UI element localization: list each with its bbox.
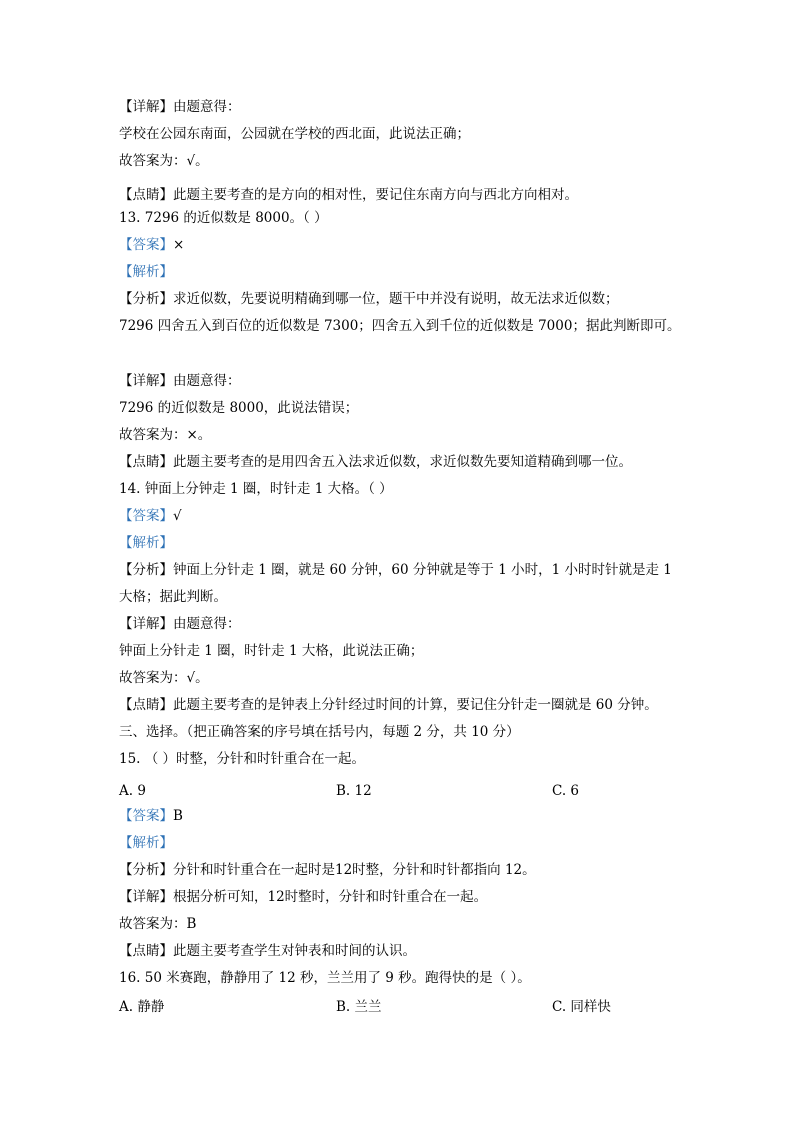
line-text: 钟面上分针走 1 圈，就是 60 分钟，60 分钟就是等于 1 小时，1 小时时针就是走 1 (173, 562, 672, 578)
line-text: 由题意得： (173, 373, 241, 389)
text-line (119, 125, 470, 143)
text-line (119, 480, 393, 498)
section-tag: 【解析】 (119, 835, 173, 851)
section-tag: 【答案】 (119, 808, 173, 824)
section-tag: 【分析】 (119, 291, 173, 307)
text-line (119, 399, 358, 417)
q16-option-b: B. 兰兰 (336, 999, 382, 1015)
line-text: 此题主要考查学生对钟表和时间的认识。 (173, 943, 416, 959)
line-text: 此题主要考查的是钟表上分针经过时间的计算，要记住分针走一圈就是 60 分钟。 (173, 697, 658, 713)
line-text: √ (173, 508, 182, 524)
text-line (119, 696, 658, 714)
line-text: 分针和时针重合在一起时是12时整，分针和时针都指向 12。 (173, 862, 536, 878)
q15-option-c: C. 6 (552, 783, 580, 799)
text-line (119, 861, 536, 879)
line-text: 16. 50 米赛跑，静静用了 12 秒，兰兰用了 9 秒。跑得快的是（ ）。 (119, 970, 531, 986)
text-line (119, 588, 227, 606)
line-text: 此题主要考查的是用四舍五入法求近似数，求近似数先要知道精确到哪一位。 (173, 454, 632, 470)
section-tag: 【分析】 (119, 862, 173, 878)
text-line (119, 561, 672, 579)
section-tag: 【点睛】 (119, 187, 173, 203)
section-tag: 【答案】 (119, 237, 173, 253)
section-tag: 【点睛】 (119, 454, 173, 470)
line-text: 学校在公园东南面，公园就在学校的西北面，此说法正确； (119, 126, 470, 142)
text-line (119, 372, 241, 390)
section-tag: 【解析】 (119, 264, 173, 280)
section-tag: 【详解】 (119, 99, 173, 115)
text-line (119, 453, 632, 471)
line-text: 故答案为：×。 (119, 427, 212, 443)
text-line (119, 426, 211, 444)
section-tag: 【点睛】 (119, 697, 173, 713)
section-tag: 【解析】 (119, 535, 173, 551)
text-line (119, 834, 173, 852)
text-line (119, 807, 183, 825)
text-line (119, 236, 184, 254)
line-text: 故答案为：√。 (119, 153, 209, 169)
text-line (119, 969, 531, 987)
q15-option-b: B. 12 (336, 783, 372, 799)
text-line (119, 888, 487, 906)
line-text: 15. （ ）时整，分针和时针重合在一起。 (119, 751, 366, 767)
line-text: 7296 的近似数是 8000，此说法错误； (119, 400, 359, 416)
line-text: 三、选择。（把正确答案的序号填在括号内，每题 2 分，共 10 分） (119, 724, 520, 740)
line-text: 大格；据此判断。 (119, 589, 227, 605)
q16-option-a: A. 静静 (119, 999, 165, 1015)
line-text: 7296 四舍五入到百位的近似数是 7300；四舍五入到千位的近似数是 7000；据此判断即可。 (119, 318, 681, 334)
line-text: B (173, 808, 183, 824)
text-line (119, 317, 680, 335)
text-line (119, 669, 209, 687)
text-line (119, 915, 196, 933)
q16-option-c: C. 同样快 (552, 999, 611, 1015)
text-line (119, 615, 241, 633)
line-text: × (173, 237, 185, 253)
text-line (119, 290, 619, 308)
text-line (119, 209, 328, 227)
text-line (119, 942, 416, 960)
line-text: 故答案为：√。 (119, 670, 209, 686)
text-line (119, 507, 182, 525)
line-text: 13. 7296 的近似数是 8000。（ ） (119, 210, 328, 226)
line-text: 故答案为：B (119, 916, 197, 932)
text-line (119, 263, 173, 281)
q15-option-a: A. 9 (119, 783, 146, 799)
line-text: 钟面上分针走 1 圈，时针走 1 大格，此说法正确； (119, 643, 424, 659)
section-tag: 【答案】 (119, 508, 173, 524)
text-line (119, 186, 578, 204)
section-tag: 【详解】 (119, 889, 173, 905)
line-text: 由题意得： (173, 99, 241, 115)
text-line (119, 152, 209, 170)
line-text: 求近似数，先要说明精确到哪一位，题干中并没有说明，故无法求近似数； (173, 291, 619, 307)
text-line (119, 98, 241, 116)
text-line (119, 642, 423, 660)
section-tag: 【点睛】 (119, 943, 173, 959)
section-tag: 【分析】 (119, 562, 173, 578)
line-text: 此题主要考查的是方向的相对性，要记住东南方向与西北方向相对。 (173, 187, 578, 203)
text-line (119, 534, 173, 552)
line-text: 14. 钟面上分钟走 1 圈，时针走 1 大格。（ ） (119, 481, 393, 497)
section-tag: 【详解】 (119, 616, 173, 632)
text-line (119, 750, 365, 768)
section-tag: 【详解】 (119, 373, 173, 389)
text-line (119, 723, 520, 741)
line-text: 由题意得： (173, 616, 241, 632)
line-text: 根据分析可知，12时整时，分针和时针重合在一起。 (173, 889, 488, 905)
